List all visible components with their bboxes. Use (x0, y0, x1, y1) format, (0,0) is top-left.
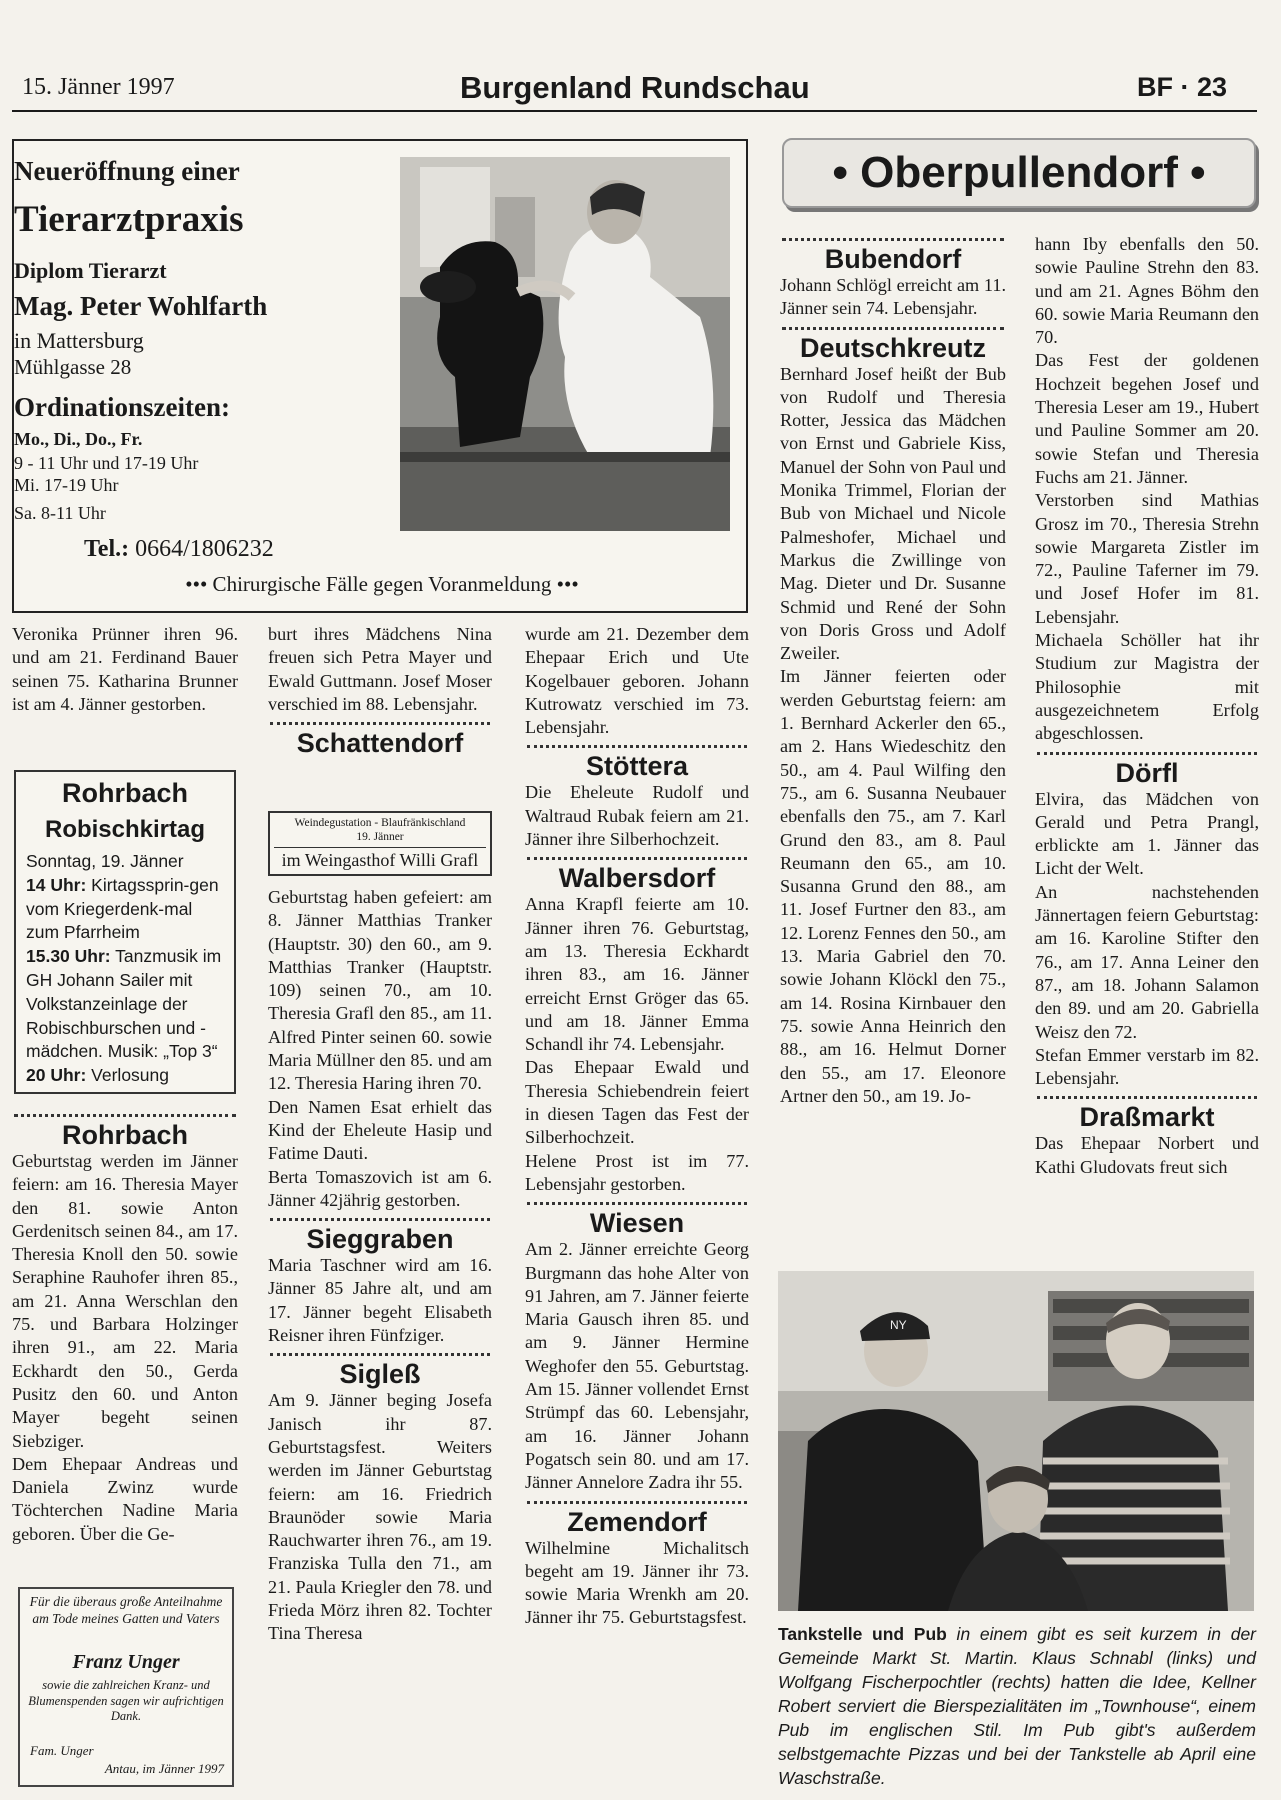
box-item-1: Kirtagssprin-gen vom Kriegerdenk-mal zum Pfarrheim (26, 874, 219, 943)
box-time-1: 14 Uhr: (26, 874, 87, 895)
col5-text-2: Das Fest der goldenen Hochzeit begehen Josef und Theresia Leser am 19., Hubert und Pauline Sommer am 20. sowie Stefan und Theresia Fuchs am 21. Jänner. (1035, 350, 1259, 487)
ad-title: Diplom Tierarzt (14, 258, 167, 283)
col5 (1035, 233, 1259, 1179)
separator (782, 327, 1004, 330)
heading-rohrbach: Rohrbach (61, 1120, 188, 1150)
separator (1037, 752, 1257, 755)
col3-text-6: Wilhelmine Michalitsch begeht am 19. Jänner ihr 73. sowie Maria Wrenkh am 20. Jänner ihr 75. Geburtstagsfest. (525, 1537, 749, 1628)
heading-bubendorf: Bubendorf (824, 244, 962, 274)
ad-footer: ••• Chirurgische Fälle gegen Voranmeldung ••• (185, 572, 579, 596)
heading-drassmarkt: Draßmarkt (1079, 1102, 1215, 1133)
ad-town: in Mattersburg (14, 328, 144, 353)
obit-place: Antau, im Jänner 1997 (104, 1761, 224, 1776)
col5-text-6: An nachstehenden Jännertagen feiern Geburtstag: am 16. Karoline Stifter den 76., am 17. Anna Leiner den 87., am 18. Johann Salamon den 89. und am 20. Gabriella Weisz den 72. (1035, 881, 1259, 1042)
newspaper-title: Burgenland Rundschau (460, 70, 810, 105)
box-date: Sonntag, 19. Jänner (26, 851, 184, 871)
col5-text-5: Elvira, das Mädchen von Gerald und Petra Prangl, erblickte am 1. Jänner das Licht der Welt. (1035, 788, 1259, 879)
col2-text-1: Geburtstag haben gefeiert: am 8. Jänner Matthias Tranker (Hauptstr. 30) den 60., am 9. Matthias Tranker (Hauptstr. 109) seinen 70., am 10. Theresia Grafl den 85., am 11. Alfred Pinter seinen 60. sowie Maria Müllner den 85. und am 12. Theresia Haring ihren 70. (268, 887, 492, 1094)
ad-line-opening: Neueröffnung einer (14, 156, 240, 186)
rohrbach-kirtag-box (14, 770, 236, 1094)
ad-vet-name: Mag. Peter Wohlfarth (14, 291, 268, 321)
wine-line-3: im Weingasthof Willi Grafl (274, 847, 486, 871)
col2-intro: burt ihres Mädchens Nina freuen sich Petra Mayer und Ewald Guttmann. Josef Moser verschied im 88. Lebensjahr. (268, 624, 492, 714)
col1-intro: Veronika Prünner ihren 96. und am 21. Ferdinand Bauer seinen 75. Katharina Brunner ist am 4. Jänner gestorben. (12, 624, 238, 714)
col3-text-1: Die Eheleute Rudolf und Waltraud Rubak feiern am 21. Jänner ihre Silberhochzeit. (525, 782, 749, 850)
separator (270, 1218, 490, 1221)
col2-text-3: Berta Tomaszovich ist am 6. Jänner 42jährig gestorben. (268, 1166, 492, 1210)
wine-line-1: Weindegustation - Blaufränkischland (294, 817, 466, 829)
issue-date: 15. Jänner 1997 (22, 74, 175, 100)
ad-telephone (84, 536, 274, 563)
ad-headline: Tierarztpraxis (14, 199, 244, 240)
ad-tel-number: 0664/1806232 (135, 536, 274, 562)
box-item-3: Verlosung (86, 1065, 169, 1086)
obituary-notice (18, 1587, 234, 1787)
box-item-2: Tanzmusik im GH Johann Sailer mit Volkstanzeinlage der Robischburschen und -mädchen. Musik: „Top 3“ (26, 946, 222, 1062)
col3-text-5: Am 2. Jänner erreichte Georg Burgmann das hohe Alter von 91 Jahren, am 7. Jänner feierte Maria Gausch ihren 85. und am 9. Jänner Hermine Weghofer den 55. Geburtstag. Am 15. Jänner vollendet Ernst Strümpf das 60. Lebensjahr, am 16. Jänner Johann Pogatsch sein 80. und am 17. Jänner Annelore Zadra ihr 55. (525, 1239, 749, 1493)
col5-text-8: Das Ehepaar Norbert und Kathi Gludovats freut sich (1035, 1133, 1259, 1177)
heading-stoettera: Stöttera (585, 751, 688, 782)
vet-advertisement (12, 139, 748, 613)
separator (527, 745, 747, 748)
heading-sieggraben: Sieggraben (306, 1224, 454, 1255)
ad-hours-heading: Ordinationszeiten: (14, 392, 230, 422)
obit-intro: Für die überaus große Anteilnahme am Tode meines Gatten und Vaters (29, 1594, 223, 1626)
obit-thanks: sowie die zahlreichen Kranz- und Blumenspenden sagen wir aufrichtigen Dank. (28, 1678, 224, 1723)
col5-text-1: hann Iby ebenfalls den 50. sowie Pauline Strehn den 83. und am 21. Agnes Böhm den 60. sowie Maria Reumann den 70. (1035, 234, 1259, 348)
col5-text-4: Michaela Schöller hat ihr Studium zur Magistra der Philosophie mit ausgezeichnetem Erfolg abgeschlossen. (1035, 630, 1259, 744)
separator (270, 722, 490, 725)
ad-hours-weekday: 9 - 11 Uhr und 17-19 Uhr (14, 453, 199, 473)
vet-photo (400, 157, 730, 531)
col3-text-2: Anna Krapfl feierte am 10. Jänner ihren 76. Geburtstag, am 13. Theresia Eckhardt ihren 83., am 16. Jänner erreicht Ernst Gröger das 65. und am 18. Jänner Emma Schandl ihr 74. Lebensjahr. (525, 894, 749, 1055)
photo-caption (778, 1622, 1256, 1790)
page-number: BF · 23 (1137, 72, 1228, 102)
header-rule (12, 110, 1257, 112)
separator (782, 238, 1004, 241)
col2-top (268, 623, 492, 758)
col5-text-3: Verstorben sind Mathias Grosz im 70., Theresia Strehn sowie Margareta Zistler im 72., Pauline Taferner im 79. und Josef Hofer im 81. Lebensjahr. (1035, 490, 1259, 627)
col4-text-3: Im Jänner feierten oder werden Geburtstag feiern: am 1. Bernhard Ackerler den 65., am 2. Hans Wiedeschitz den 50., am 4. Paul Wilfing den 75., am 6. Susanna Neubauer ebenfalls den 75., am 7. Karl Grund den 83., am 8. Paul Reumann den 65., am 10. Susanna Grund den 88., am 11. Josef Furtner den 83., am 12. Lorenz Fennes den 50., am 13. Maria Gabriel den 70. sowie Johann Klöckl den 75., am 14. Rosina Kirnbauer den 75. sowie Anna Heinrich den 88., am 16. Helmut Dorner den 55., am 17. Eleonore Artner den 50., am 19. Jo- (780, 666, 1006, 1106)
col2-text-2: Den Namen Esat erhielt das Kind der Eheleute Hasip und Fatime Dauti. (268, 1096, 492, 1164)
caption-text: in einem gibt es seit kurzem in der Gemeinde Markt St. Martin. Klaus Schnabl (links) und Wolfgang Fischerpochtler (rechts) hatten die Idee, Kellner Robert serviert die Bierspezialitäten im „Townhouse“, einem Pub im englischen Stil. Im Pub gibt's außerdem selbstgemachte Pizzas und bei der Tankstelle ab April eine Waschstraße. (778, 1624, 1257, 1788)
ad-tel-label: Tel.: (84, 536, 130, 562)
wine-line-2: 19. Jänner (356, 831, 404, 843)
ad-hours-days: Mo., Di., Do., Fr. (14, 429, 143, 449)
col5-text-7: Stefan Emmer verstarb im 82. Lebensjahr. (1035, 1044, 1259, 1089)
col1-text2: Dem Ehepaar Andreas und Daniela Zwinz wurde Töchterchen Nadine Maria geboren. Über die Ge- (12, 1453, 238, 1544)
heading-zemendorf: Zemendorf (567, 1506, 707, 1537)
col3 (525, 623, 749, 1630)
wine-tasting-ad (268, 811, 492, 876)
ad-hours-saturday: Sa. 8-11 Uhr (14, 503, 106, 523)
col4 (780, 232, 1006, 1108)
ad-address: Mühlgasse 28 (14, 355, 132, 379)
col2-text-5: Am 9. Jänner beging Josefa Janisch ihr 87. Geburtstagsfest. Weiters werden im Jänner Geburtstag feiern: am 16. Friedrich Braunöder sowie Maria Rauchwarter ihren 76., am 19. Franziska Tulla den 71., am 21. Paula Kriegler den 78. und Frieda Mörz ihren 82. Tochter Tina Theresa (268, 1390, 492, 1644)
col2-body (268, 886, 492, 1646)
heading-wiesen: Wiesen (589, 1208, 685, 1239)
obit-name: Franz Unger (72, 1651, 180, 1673)
col2-text-4: Maria Taschner wird am 16. Jänner 85 Jahre alt, und am 17. Jänner begeht Elisabeth Reisner ihren Fünfziger. (268, 1255, 492, 1346)
separator (270, 1353, 490, 1356)
box-title: Rohrbach (61, 778, 188, 808)
box-program (26, 850, 226, 1088)
cap-logo: NY (890, 1318, 907, 1332)
caption-bold: Tankstelle und Pub (778, 1624, 947, 1644)
heading-walbersdorf: Walbersdorf (558, 863, 716, 894)
col4-text-1: Johann Schlögl erreicht am 11. Jänner sein 74. Lebensjahr. (780, 275, 1006, 319)
separator (527, 1202, 747, 1205)
col4-text-2: Bernhard Josef heißt der Bub von Rudolf und Theresia Rotter, Jessica das Mädchen von Ernst und Gabriele Kiss, Manuel der Sohn von Paul und Monika Trimmel, Florian der Bub von Michael und Nicole Palmeshofer, Michael und Markus die Zwillinge von Mag. Dieter und Dr. Susanne Schmid und René der Sohn von Doris Gross und Adolf Zweiler. (780, 363, 1006, 664)
box-time-2: 15.30 Uhr: (26, 946, 111, 967)
col3-text-4: Helene Prost ist im 77. Lebensjahr gestorben. (525, 1150, 749, 1194)
banner-title: • Oberpullendorf • (832, 148, 1206, 197)
separator (527, 1501, 747, 1504)
box-time-3: 20 Uhr: (26, 1065, 87, 1086)
ad-hours-wednesday: Mi. 17-19 Uhr (14, 475, 119, 495)
col1-section (12, 1108, 238, 1546)
box-subtitle: Robischkirtag (44, 816, 206, 843)
heading-doerfl: Dörfl (1115, 757, 1179, 788)
heading-sigless: Sigleß (339, 1359, 421, 1390)
separator (14, 1114, 236, 1117)
heading-schattendorf: Schattendorf (296, 728, 464, 759)
separator (527, 857, 747, 860)
pub-photo (778, 1271, 1254, 1611)
col3-text-3: Das Ehepaar Ewald und Theresia Schiebendrein feiert in diesen Tagen das Fest der Silberhochzeit. (525, 1057, 749, 1148)
col1-text: Geburtstag werden im Jänner feiern: am 16. Theresia Mayer den 81. sowie Anton Gerdenitsch seinen 84., am 17. Theresia Knoll den 50. sowie Seraphine Rauhofer ihren 85., am 21. Anna Werschlan den 75. und Barbara Holzinger ihren 91., am 22. Maria Eckhardt den 50., Gerda Pusitz den 60. und Anton Mayer begeht seinen Siebziger. (12, 1151, 238, 1451)
section-banner (782, 138, 1256, 208)
col3-intro: wurde am 21. Dezember dem Ehepaar Erich und Ute Kogelbauer geboren. Johann Kutrowatz verschied im 73. Lebensjahr. (525, 624, 749, 738)
heading-deutschkreutz: Deutschkreutz (799, 332, 987, 363)
separator (1037, 1096, 1257, 1099)
obit-family: Fam. Unger (30, 1743, 94, 1758)
